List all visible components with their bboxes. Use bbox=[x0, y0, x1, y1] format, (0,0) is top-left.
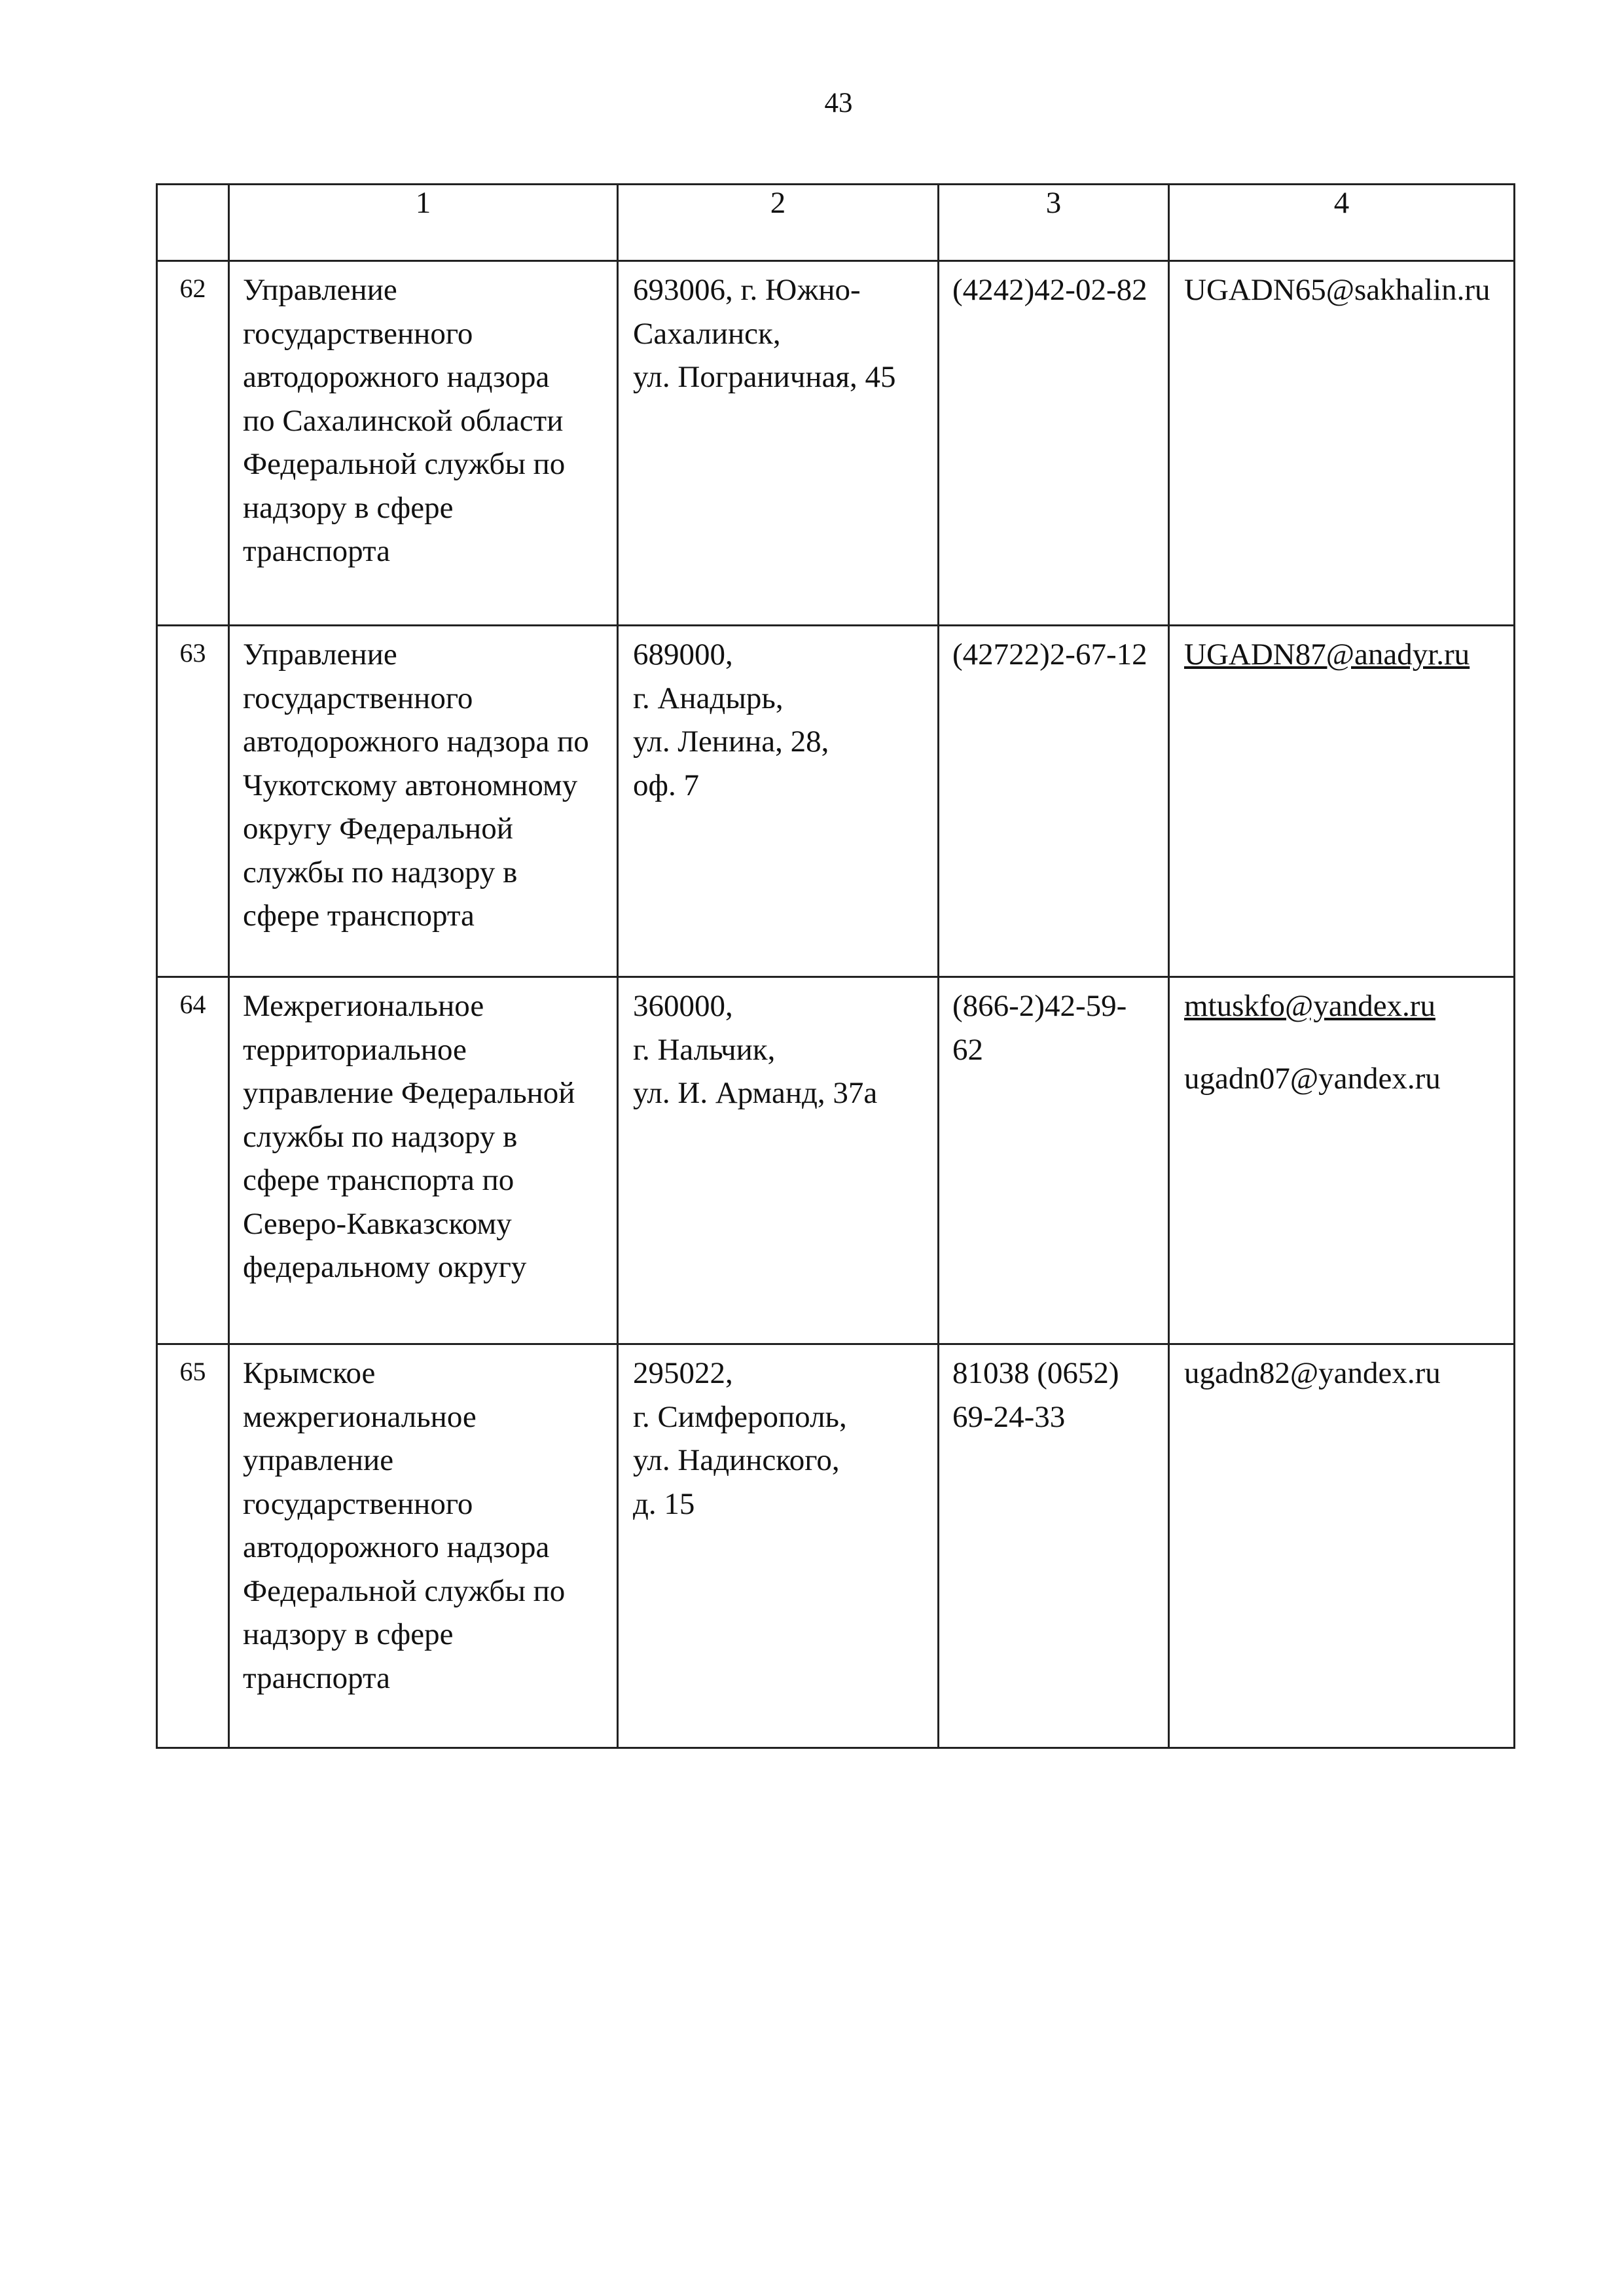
row-number: 64 bbox=[157, 977, 229, 1344]
table-row bbox=[157, 1344, 1515, 1748]
table-row bbox=[157, 977, 1515, 1344]
row-number: 65 bbox=[157, 1344, 229, 1748]
email-spacer bbox=[1184, 1028, 1511, 1057]
organization-email bbox=[1169, 977, 1515, 1344]
header-cell-2: 2 bbox=[618, 185, 939, 261]
organization-address: 295022, г. Симферополь, ул. Надинского, д. 15 bbox=[618, 1344, 939, 1748]
page-number: 43 bbox=[824, 88, 853, 118]
header-cell-1: 1 bbox=[229, 185, 618, 261]
header-cell-3: 3 bbox=[939, 185, 1169, 261]
organization-phone: (42722)2-67-12 bbox=[939, 626, 1169, 977]
organization-email bbox=[1169, 1344, 1515, 1748]
email-link[interactable]: UGADN65@sakhalin.ru bbox=[1184, 273, 1490, 307]
organization-name: Межрегиональное территориальное управление Федеральной службы по надзору в сфере транспорта по Северо-Кавказскому федеральному округу bbox=[229, 977, 618, 1344]
organization-phone: (4242)42-02-82 bbox=[939, 261, 1169, 626]
header-cell-4: 4 bbox=[1169, 185, 1515, 261]
email-link[interactable]: ugadn82@yandex.ru bbox=[1184, 1356, 1441, 1390]
organization-email bbox=[1169, 626, 1515, 977]
organization-email bbox=[1169, 261, 1515, 626]
table-header-row bbox=[157, 185, 1515, 261]
email-link[interactable]: ugadn07@yandex.ru bbox=[1184, 1061, 1441, 1096]
organization-address: 689000, г. Анадырь, ул. Ленина, 28, оф. 7 bbox=[618, 626, 939, 977]
email-link[interactable]: mtuskfo@yandex.ru bbox=[1184, 989, 1435, 1023]
registry-table bbox=[156, 183, 1515, 1749]
header-cell-index bbox=[157, 185, 229, 261]
table-row bbox=[157, 261, 1515, 626]
organization-name: Управление государственного автодорожного надзора по Чукотскому автономному округу Федеральной службы по надзору в сфере транспорта bbox=[229, 626, 618, 977]
organization-address: 360000, г. Нальчик, ул. И. Арманд, 37а bbox=[618, 977, 939, 1344]
organization-phone: 81038 (0652) 69-24-33 bbox=[939, 1344, 1169, 1748]
organization-address: 693006, г. Южно- Сахалинск, ул. Пограничная, 45 bbox=[618, 261, 939, 626]
email-link[interactable]: UGADN87@anadyr.ru bbox=[1184, 637, 1470, 672]
organization-name: Управление государственного автодорожного надзора по Сахалинской области Федеральной службы по надзору в сфере транспорта bbox=[229, 261, 618, 626]
row-number: 62 bbox=[157, 261, 229, 626]
row-number: 63 bbox=[157, 626, 229, 977]
table-row bbox=[157, 626, 1515, 977]
organization-name: Крымское межрегиональное управление государственного автодорожного надзора Федеральной службы по надзору в сфере транспорта bbox=[229, 1344, 618, 1748]
organization-phone: (866-2)42-59- 62 bbox=[939, 977, 1169, 1344]
